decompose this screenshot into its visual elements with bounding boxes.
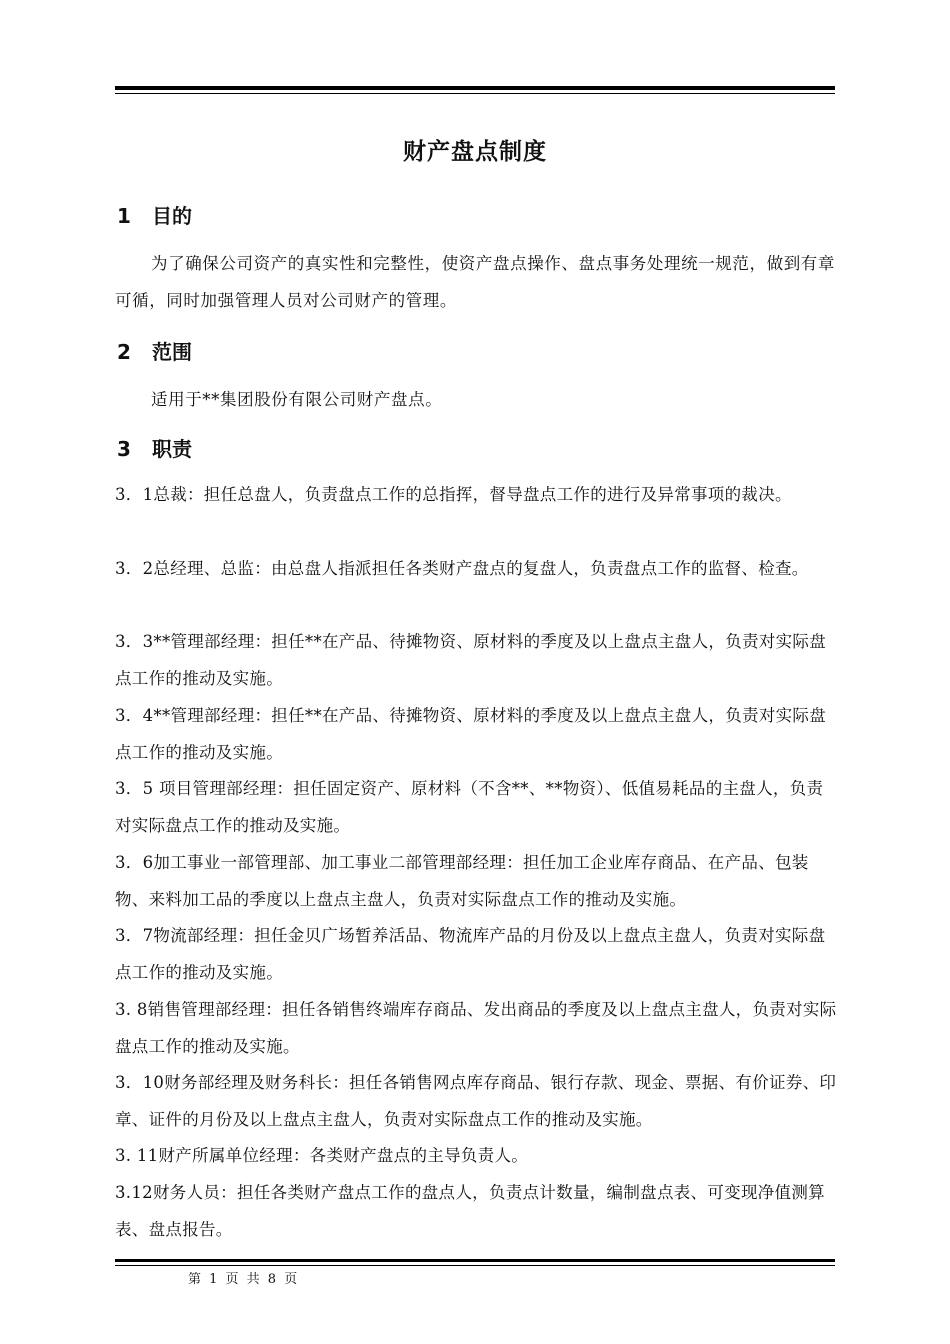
duty-item: 3．4**管理部经理：担任**在产品、待摊物资、原材料的季度及以上盘点主盘人，负责对实际盘点工作的推动及实施。 xyxy=(115,706,826,762)
duty-item: 3．10财务部经理及财务科长：担任各销售网点库存商品、银行存款、现金、票据、有价证券、印章、证件的月份及以上盘点主盘人，负责对实际盘点工作的推动及实施。 xyxy=(115,1073,837,1129)
section-title: 职责 xyxy=(152,437,192,461)
duty-item: 3．6加工事业一部管理部、加工事业二部管理部经理：担任加工企业库存商品、在产品、包装物、来料加工品的季度以上盘点主盘人，负责对实际盘点工作的推动及实施。 xyxy=(115,853,809,909)
section-number: 3 xyxy=(117,437,131,461)
purpose-paragraph: 为了确保公司资产的真实性和完整性，使资产盘点操作、盘点事务处理统一规范，做到有章可循，同时加强管理人员对公司财产的管理。 xyxy=(115,254,835,310)
footer-rule xyxy=(115,1259,835,1262)
section-heading-scope xyxy=(117,336,192,365)
page-number: 第 1 页 共 8 页 xyxy=(188,1272,300,1287)
duty-item: 3．5 项目管理部经理：担任固定资产、原材料（不含**、**物资）、低值易耗品的主盘人，负责对实际盘点工作的推动及实施。 xyxy=(115,779,824,835)
section-heading-duties xyxy=(117,433,192,462)
section-title: 目的 xyxy=(152,204,192,228)
section-heading-purpose xyxy=(117,200,192,229)
header-rule xyxy=(115,86,835,90)
section-number: 2 xyxy=(117,340,131,364)
scope-paragraph: 适用于**集团股份有限公司财产盘点。 xyxy=(151,390,443,409)
document-title: 财产盘点制度 xyxy=(403,138,547,165)
duty-item: 3.12财务人员：担任各类财产盘点工作的盘点人，负责点计数量，编制盘点表、可变现净值测算表、盘点报告。 xyxy=(115,1183,825,1239)
duty-item: 3. 8销售管理部经理：担任各销售终端库存商品、发出商品的季度及以上盘点主盘人，负责对实际盘点工作的推动及实施。 xyxy=(115,1000,837,1056)
footer-rule-thin xyxy=(115,1265,835,1266)
duty-item: 3．1总裁：担任总盘人，负责盘点工作的总指挥，督导盘点工作的进行及异常事项的裁决。 xyxy=(115,485,792,504)
duty-item: 3．3**管理部经理：担任**在产品、待摊物资、原材料的季度及以上盘点主盘人，负责对实际盘点工作的推动及实施。 xyxy=(115,632,826,688)
section-number: 1 xyxy=(117,204,131,228)
duty-item: 3．2总经理、总监：由总盘人指派担任各类财产盘点的复盘人，负责盘点工作的监督、检查。 xyxy=(115,559,809,578)
section-title: 范围 xyxy=(152,340,192,364)
header-rule-thin xyxy=(115,93,835,94)
duty-item: 3. 11财产所属单位经理：各类财产盘点的主导负责人。 xyxy=(115,1146,529,1165)
duty-item: 3．7物流部经理：担任金贝广场暂养活品、物流库产品的月份及以上盘点主盘人，负责对实际盘点工作的推动及实施。 xyxy=(115,926,826,982)
